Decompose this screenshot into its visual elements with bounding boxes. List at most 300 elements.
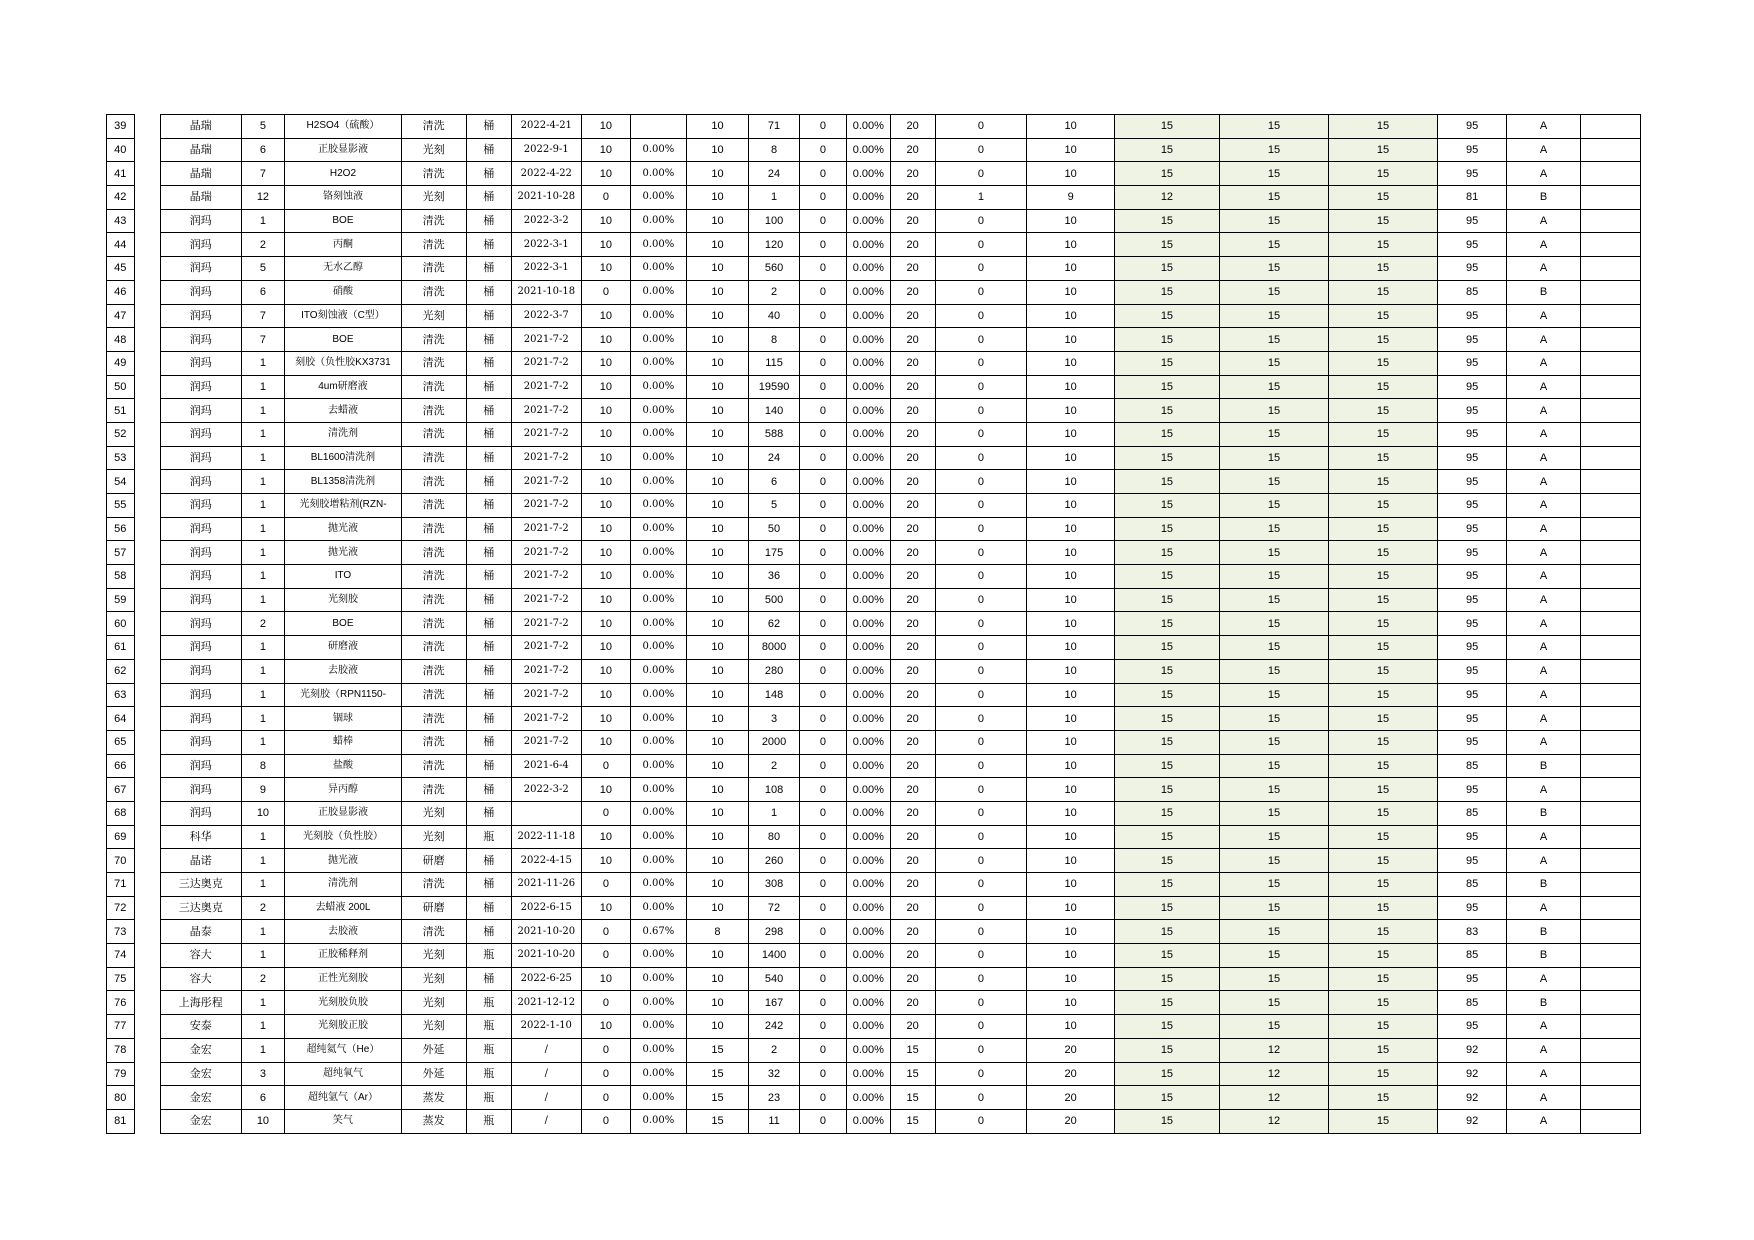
- score-h-cell: 15: [1328, 991, 1437, 1015]
- defects-cell: 0: [800, 1109, 847, 1133]
- unit-cell: 桶: [466, 659, 511, 683]
- unit-cell: 桶: [466, 351, 511, 375]
- score-h-cell: 15: [1328, 138, 1437, 162]
- grade-cell: A: [1507, 517, 1580, 541]
- score-c-cell: 20: [890, 801, 935, 825]
- total-score-cell: 83: [1438, 920, 1507, 944]
- material-name-cell: 铬刻蚀液: [285, 186, 401, 210]
- quantity-cell: 40: [749, 304, 800, 328]
- process-cell: 光刻: [401, 967, 466, 991]
- score-h-cell: 15: [1328, 280, 1437, 304]
- score-b-cell: 15: [686, 1086, 748, 1110]
- supplier-cell: 晶瑞: [161, 162, 242, 186]
- unit-cell: 桶: [466, 683, 511, 707]
- grade-cell: A: [1507, 778, 1580, 802]
- grade-cell: A: [1507, 138, 1580, 162]
- grade-cell: A: [1507, 399, 1580, 423]
- row-number-cell: 62: [107, 659, 135, 683]
- defects-cell: 0: [800, 446, 847, 470]
- defect-rate-cell: 0.00%: [846, 186, 890, 210]
- score-b-cell: 8: [686, 920, 748, 944]
- item-no-cell: 1: [241, 944, 285, 968]
- score-b-cell: 10: [686, 730, 748, 754]
- score-f-cell: 15: [1114, 849, 1219, 873]
- score-h-cell: 15: [1328, 1109, 1437, 1133]
- score-d-cell: 0: [935, 612, 1027, 636]
- rate-cell: 0.00%: [630, 565, 686, 589]
- score-b-cell: 10: [686, 446, 748, 470]
- quantity-cell: 1: [749, 801, 800, 825]
- item-no-cell: 8: [241, 754, 285, 778]
- score-e-cell: 10: [1027, 304, 1115, 328]
- grade-cell: A: [1507, 446, 1580, 470]
- rate-cell: 0.00%: [630, 944, 686, 968]
- score-d-cell: 0: [935, 754, 1027, 778]
- process-cell: 清洗: [401, 209, 466, 233]
- quantity-cell: 23: [749, 1086, 800, 1110]
- score-d-cell: 1: [935, 186, 1027, 210]
- score-f-cell: 15: [1114, 162, 1219, 186]
- date-cell: 2021-7-2: [511, 707, 581, 731]
- total-score-cell: 95: [1438, 328, 1507, 352]
- score-b-cell: 10: [686, 683, 748, 707]
- supplier-cell: 科华: [161, 825, 242, 849]
- score-e-cell: 10: [1027, 588, 1115, 612]
- item-no-cell: 1: [241, 636, 285, 660]
- process-cell: 清洗: [401, 683, 466, 707]
- defect-rate-cell: 0.00%: [846, 825, 890, 849]
- row-number-cell: 65: [107, 730, 135, 754]
- total-score-cell: 92: [1438, 1086, 1507, 1110]
- score-g-cell: 15: [1219, 1015, 1328, 1039]
- defect-rate-cell: 0.00%: [846, 991, 890, 1015]
- row-number-cell: 67: [107, 778, 135, 802]
- item-no-cell: 5: [241, 115, 285, 139]
- process-cell: 清洗: [401, 162, 466, 186]
- total-score-cell: 95: [1438, 115, 1507, 139]
- score-c-cell: 20: [890, 754, 935, 778]
- score-g-cell: 15: [1219, 304, 1328, 328]
- supplier-cell: 润玛: [161, 588, 242, 612]
- unit-cell: 桶: [466, 115, 511, 139]
- score-c-cell: 20: [890, 209, 935, 233]
- unit-cell: 桶: [466, 565, 511, 589]
- score-d-cell: 0: [935, 328, 1027, 352]
- score-a-cell: 0: [581, 186, 630, 210]
- process-cell: 光刻: [401, 944, 466, 968]
- defects-cell: 0: [800, 991, 847, 1015]
- process-cell: 外延: [401, 1062, 466, 1086]
- score-a-cell: 0: [581, 1062, 630, 1086]
- score-f-cell: 15: [1114, 588, 1219, 612]
- grade-cell: A: [1507, 233, 1580, 257]
- material-name-cell: 研磨液: [285, 636, 401, 660]
- defect-rate-cell: 0.00%: [846, 967, 890, 991]
- score-b-cell: 10: [686, 825, 748, 849]
- table-row: [107, 801, 1641, 825]
- item-no-cell: 7: [241, 328, 285, 352]
- item-no-cell: 5: [241, 257, 285, 281]
- score-e-cell: 10: [1027, 494, 1115, 518]
- row-number-cell: 44: [107, 233, 135, 257]
- score-c-cell: 20: [890, 967, 935, 991]
- score-f-cell: 15: [1114, 612, 1219, 636]
- total-score-cell: 95: [1438, 375, 1507, 399]
- score-f-cell: 15: [1114, 351, 1219, 375]
- score-b-cell: 10: [686, 162, 748, 186]
- total-score-cell: 95: [1438, 612, 1507, 636]
- date-cell: 2021-7-2: [511, 659, 581, 683]
- defects-cell: 0: [800, 186, 847, 210]
- score-b-cell: 10: [686, 896, 748, 920]
- rate-cell: 0.00%: [630, 328, 686, 352]
- score-e-cell: 10: [1027, 659, 1115, 683]
- score-c-cell: 20: [890, 778, 935, 802]
- rate-cell: 0.00%: [630, 446, 686, 470]
- score-d-cell: 0: [935, 304, 1027, 328]
- score-a-cell: 0: [581, 801, 630, 825]
- score-e-cell: 20: [1027, 1038, 1115, 1062]
- score-g-cell: 15: [1219, 588, 1328, 612]
- score-a-cell: 10: [581, 304, 630, 328]
- defects-cell: 0: [800, 399, 847, 423]
- score-c-cell: 20: [890, 186, 935, 210]
- unit-cell: 桶: [466, 541, 511, 565]
- spacer-cell: [134, 707, 161, 731]
- score-f-cell: 15: [1114, 1038, 1219, 1062]
- defects-cell: 0: [800, 328, 847, 352]
- score-e-cell: 10: [1027, 991, 1115, 1015]
- defects-cell: 0: [800, 683, 847, 707]
- score-a-cell: 0: [581, 754, 630, 778]
- score-a-cell: 10: [581, 636, 630, 660]
- score-h-cell: 15: [1328, 375, 1437, 399]
- notes-cell: [1580, 849, 1640, 873]
- spacer-cell: [134, 162, 161, 186]
- quantity-cell: 6: [749, 470, 800, 494]
- score-e-cell: 10: [1027, 209, 1115, 233]
- spacer-cell: [134, 636, 161, 660]
- score-h-cell: 15: [1328, 659, 1437, 683]
- defect-rate-cell: 0.00%: [846, 873, 890, 897]
- table-row: [107, 494, 1641, 518]
- supplier-cell: 润玛: [161, 754, 242, 778]
- score-f-cell: 15: [1114, 1015, 1219, 1039]
- defect-rate-cell: 0.00%: [846, 209, 890, 233]
- table-row: [107, 280, 1641, 304]
- material-name-cell: 光刻胶（负性胶）: [285, 825, 401, 849]
- grade-cell: A: [1507, 422, 1580, 446]
- score-a-cell: 10: [581, 1015, 630, 1039]
- defects-cell: 0: [800, 565, 847, 589]
- score-g-cell: 15: [1219, 138, 1328, 162]
- defects-cell: 0: [800, 517, 847, 541]
- score-c-cell: 15: [890, 1086, 935, 1110]
- grade-cell: B: [1507, 754, 1580, 778]
- unit-cell: 桶: [466, 399, 511, 423]
- table-row: [107, 162, 1641, 186]
- spacer-cell: [134, 778, 161, 802]
- defect-rate-cell: 0.00%: [846, 754, 890, 778]
- defects-cell: 0: [800, 612, 847, 636]
- score-f-cell: 15: [1114, 754, 1219, 778]
- score-h-cell: 15: [1328, 612, 1437, 636]
- score-c-cell: 20: [890, 375, 935, 399]
- material-name-cell: 异丙醇: [285, 778, 401, 802]
- supplier-cell: 润玛: [161, 328, 242, 352]
- defects-cell: 0: [800, 209, 847, 233]
- unit-cell: 桶: [466, 754, 511, 778]
- score-f-cell: 15: [1114, 517, 1219, 541]
- score-c-cell: 20: [890, 351, 935, 375]
- defect-rate-cell: 0.00%: [846, 162, 890, 186]
- grade-cell: A: [1507, 636, 1580, 660]
- table-row: [107, 896, 1641, 920]
- supplier-cell: 金宏: [161, 1062, 242, 1086]
- score-g-cell: 15: [1219, 541, 1328, 565]
- score-d-cell: 0: [935, 873, 1027, 897]
- score-g-cell: 15: [1219, 801, 1328, 825]
- notes-cell: [1580, 399, 1640, 423]
- grade-cell: A: [1507, 1015, 1580, 1039]
- notes-cell: [1580, 1062, 1640, 1086]
- score-h-cell: 15: [1328, 896, 1437, 920]
- score-e-cell: 10: [1027, 707, 1115, 731]
- table-row: [107, 209, 1641, 233]
- process-cell: 清洗: [401, 565, 466, 589]
- score-a-cell: 0: [581, 280, 630, 304]
- date-cell: 2021-7-2: [511, 636, 581, 660]
- process-cell: 清洗: [401, 399, 466, 423]
- table-body: [107, 115, 1641, 1134]
- defects-cell: 0: [800, 1015, 847, 1039]
- spacer-cell: [134, 422, 161, 446]
- material-name-cell: 清洗剂: [285, 422, 401, 446]
- material-name-cell: BOE: [285, 209, 401, 233]
- score-h-cell: 15: [1328, 351, 1437, 375]
- total-score-cell: 95: [1438, 541, 1507, 565]
- table-row: [107, 115, 1641, 139]
- defect-rate-cell: 0.00%: [846, 707, 890, 731]
- row-number-cell: 72: [107, 896, 135, 920]
- score-c-cell: 20: [890, 399, 935, 423]
- spacer-cell: [134, 683, 161, 707]
- unit-cell: 桶: [466, 328, 511, 352]
- score-f-cell: 15: [1114, 328, 1219, 352]
- score-e-cell: 10: [1027, 375, 1115, 399]
- date-cell: 2021-7-2: [511, 422, 581, 446]
- score-h-cell: 15: [1328, 588, 1437, 612]
- notes-cell: [1580, 944, 1640, 968]
- unit-cell: 桶: [466, 707, 511, 731]
- supplier-cell: 晶诺: [161, 849, 242, 873]
- defects-cell: 0: [800, 422, 847, 446]
- unit-cell: 桶: [466, 138, 511, 162]
- score-g-cell: 12: [1219, 1038, 1328, 1062]
- supplier-cell: 润玛: [161, 541, 242, 565]
- defects-cell: 0: [800, 351, 847, 375]
- defects-cell: 0: [800, 233, 847, 257]
- score-g-cell: 15: [1219, 991, 1328, 1015]
- item-no-cell: 10: [241, 801, 285, 825]
- defect-rate-cell: 0.00%: [846, 801, 890, 825]
- score-f-cell: 15: [1114, 730, 1219, 754]
- unit-cell: 桶: [466, 470, 511, 494]
- score-h-cell: 15: [1328, 565, 1437, 589]
- score-b-cell: 10: [686, 517, 748, 541]
- grade-cell: A: [1507, 470, 1580, 494]
- score-e-cell: 9: [1027, 186, 1115, 210]
- score-f-cell: 15: [1114, 659, 1219, 683]
- table-row: [107, 470, 1641, 494]
- defect-rate-cell: 0.00%: [846, 233, 890, 257]
- quantity-cell: 72: [749, 896, 800, 920]
- supplier-cell: 上海彤程: [161, 991, 242, 1015]
- score-b-cell: 10: [686, 944, 748, 968]
- unit-cell: 桶: [466, 849, 511, 873]
- score-g-cell: 15: [1219, 944, 1328, 968]
- rate-cell: 0.00%: [630, 730, 686, 754]
- notes-cell: [1580, 209, 1640, 233]
- score-b-cell: 15: [686, 1109, 748, 1133]
- score-b-cell: 10: [686, 967, 748, 991]
- rate-cell: 0.00%: [630, 849, 686, 873]
- grade-cell: A: [1507, 825, 1580, 849]
- quantity-cell: 560: [749, 257, 800, 281]
- score-a-cell: 10: [581, 730, 630, 754]
- score-e-cell: 10: [1027, 873, 1115, 897]
- score-e-cell: 10: [1027, 233, 1115, 257]
- score-a-cell: 0: [581, 1038, 630, 1062]
- score-e-cell: 10: [1027, 849, 1115, 873]
- score-f-cell: 15: [1114, 683, 1219, 707]
- total-score-cell: 85: [1438, 754, 1507, 778]
- score-h-cell: 15: [1328, 399, 1437, 423]
- score-d-cell: 0: [935, 1015, 1027, 1039]
- defects-cell: 0: [800, 801, 847, 825]
- score-h-cell: 15: [1328, 162, 1437, 186]
- material-name-cell: 去蜡液: [285, 399, 401, 423]
- unit-cell: 桶: [466, 801, 511, 825]
- spacer-cell: [134, 967, 161, 991]
- date-cell: 2021-7-2: [511, 399, 581, 423]
- material-name-cell: 光刻胶: [285, 588, 401, 612]
- row-number-cell: 59: [107, 588, 135, 612]
- quantity-cell: 24: [749, 162, 800, 186]
- rate-cell: 0.00%: [630, 896, 686, 920]
- grade-cell: A: [1507, 375, 1580, 399]
- quantity-cell: 8: [749, 328, 800, 352]
- table-row: [107, 351, 1641, 375]
- score-d-cell: 0: [935, 825, 1027, 849]
- score-f-cell: 15: [1114, 873, 1219, 897]
- score-d-cell: 0: [935, 801, 1027, 825]
- score-d-cell: 0: [935, 1038, 1027, 1062]
- total-score-cell: 95: [1438, 162, 1507, 186]
- grade-cell: A: [1507, 304, 1580, 328]
- score-g-cell: 15: [1219, 280, 1328, 304]
- row-number-cell: 48: [107, 328, 135, 352]
- item-no-cell: 1: [241, 517, 285, 541]
- score-f-cell: 15: [1114, 801, 1219, 825]
- row-number-cell: 56: [107, 517, 135, 541]
- quantity-cell: 8: [749, 138, 800, 162]
- date-cell: 2021-7-2: [511, 351, 581, 375]
- date-cell: /: [511, 1062, 581, 1086]
- score-g-cell: 15: [1219, 825, 1328, 849]
- score-e-cell: 10: [1027, 683, 1115, 707]
- material-name-cell: 光刻胶负胶: [285, 991, 401, 1015]
- process-cell: 清洗: [401, 375, 466, 399]
- score-d-cell: 0: [935, 659, 1027, 683]
- score-g-cell: 15: [1219, 328, 1328, 352]
- score-f-cell: 15: [1114, 541, 1219, 565]
- item-no-cell: 1: [241, 825, 285, 849]
- supplier-cell: 润玛: [161, 612, 242, 636]
- spacer-cell: [134, 115, 161, 139]
- material-name-cell: ITO刻蚀液（C型）: [285, 304, 401, 328]
- score-b-cell: 10: [686, 541, 748, 565]
- unit-cell: 桶: [466, 304, 511, 328]
- score-d-cell: 0: [935, 588, 1027, 612]
- score-b-cell: 10: [686, 612, 748, 636]
- total-score-cell: 95: [1438, 422, 1507, 446]
- score-h-cell: 15: [1328, 233, 1437, 257]
- item-no-cell: 1: [241, 707, 285, 731]
- row-number-cell: 60: [107, 612, 135, 636]
- date-cell: 2021-7-2: [511, 588, 581, 612]
- rate-cell: 0.00%: [630, 233, 686, 257]
- score-b-cell: 10: [686, 707, 748, 731]
- score-e-cell: 20: [1027, 1062, 1115, 1086]
- notes-cell: [1580, 375, 1640, 399]
- material-name-cell: BOE: [285, 328, 401, 352]
- score-b-cell: 10: [686, 801, 748, 825]
- material-name-cell: 去蜡液 200L: [285, 896, 401, 920]
- score-g-cell: 15: [1219, 896, 1328, 920]
- score-f-cell: 15: [1114, 1062, 1219, 1086]
- score-g-cell: 15: [1219, 233, 1328, 257]
- score-h-cell: 15: [1328, 920, 1437, 944]
- score-e-cell: 10: [1027, 446, 1115, 470]
- score-a-cell: 10: [581, 517, 630, 541]
- quantity-cell: 1: [749, 186, 800, 210]
- score-g-cell: 15: [1219, 257, 1328, 281]
- total-score-cell: 95: [1438, 778, 1507, 802]
- defects-cell: 0: [800, 257, 847, 281]
- total-score-cell: 95: [1438, 730, 1507, 754]
- unit-cell: 桶: [466, 612, 511, 636]
- rate-cell: 0.00%: [630, 1015, 686, 1039]
- defects-cell: 0: [800, 115, 847, 139]
- total-score-cell: 95: [1438, 399, 1507, 423]
- date-cell: 2021-7-2: [511, 328, 581, 352]
- rate-cell: 0.00%: [630, 257, 686, 281]
- quantity-cell: 2: [749, 280, 800, 304]
- unit-cell: 桶: [466, 967, 511, 991]
- total-score-cell: 92: [1438, 1109, 1507, 1133]
- notes-cell: [1580, 304, 1640, 328]
- material-name-cell: 抛光液: [285, 541, 401, 565]
- process-cell: 光刻: [401, 1015, 466, 1039]
- defects-cell: 0: [800, 659, 847, 683]
- unit-cell: 桶: [466, 896, 511, 920]
- material-name-cell: 蜡棒: [285, 730, 401, 754]
- score-h-cell: 15: [1328, 446, 1437, 470]
- grade-cell: A: [1507, 115, 1580, 139]
- score-c-cell: 20: [890, 944, 935, 968]
- notes-cell: [1580, 470, 1640, 494]
